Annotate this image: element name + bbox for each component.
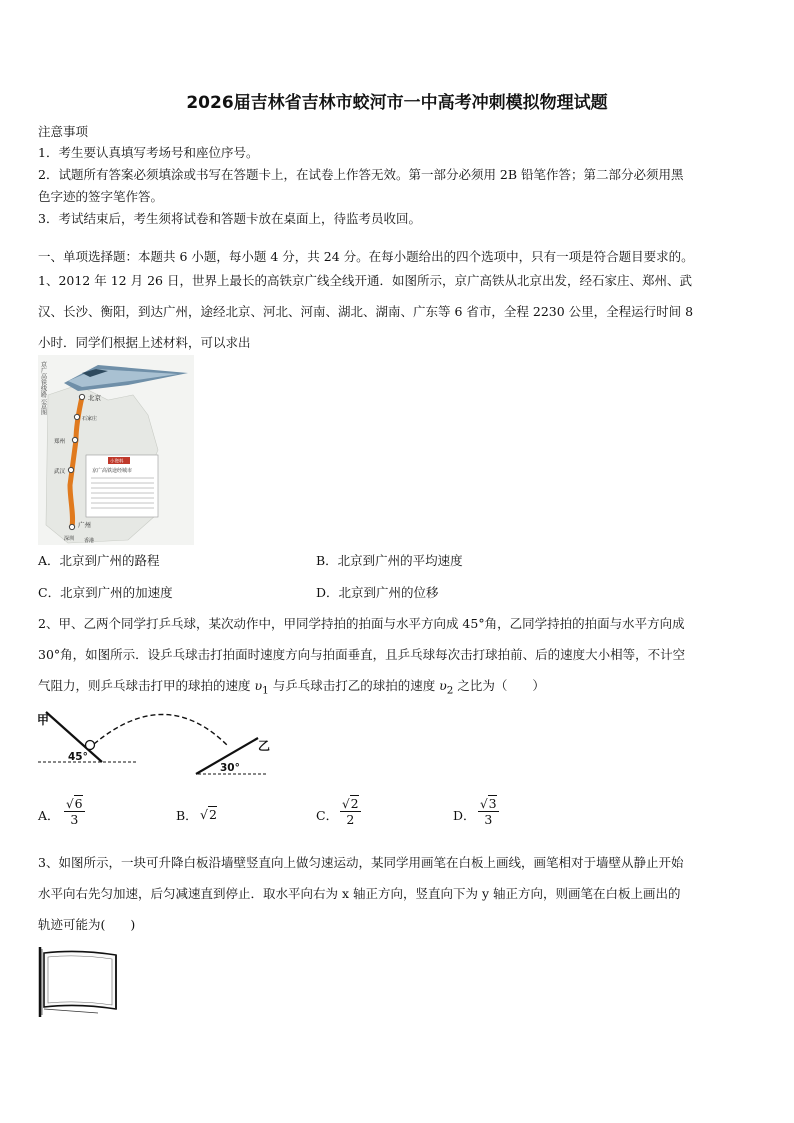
map-side-title: 京广高铁线路示意图 — [39, 361, 47, 415]
city-label: 郑州 — [54, 439, 66, 445]
notice-item: 3．考试结束后，考生须将试卷和答题卡放在桌面上，待监考员收回。 — [38, 211, 421, 226]
radicand: 3 — [488, 796, 497, 811]
question-text — [38, 676, 545, 697]
question-text: 2、甲、乙两个同学打乒乓球，某次动作中，甲同学持拍的拍面与水平方向成 45°角，乙同学持拍的拍面与水平方向成 — [38, 616, 685, 631]
subscript: 2 — [446, 684, 454, 697]
denominator: 3 — [70, 812, 79, 827]
city-label: 香港 — [84, 538, 95, 544]
question-text: 1、2012 年 12 月 26 日，世界上最长的高铁京广线全线开通．如图所示，京广高铁从北京出发，经石家庄、郑州、武 — [38, 273, 692, 288]
velocity-symbol: υ — [254, 678, 263, 693]
page-title: 2026届吉林省吉林市蛟河市一中高考冲刺模拟物理试题 — [186, 93, 608, 113]
paddle-trajectory-figure — [36, 704, 276, 780]
q1-option-d: D．北京到广州的位移 — [316, 585, 439, 600]
text-segment: 气阻力，则乒乓球击打甲的球拍的速度 — [38, 678, 255, 693]
label-jia: 甲 — [37, 713, 50, 727]
q1-option-b: B．北京到广州的平均速度 — [316, 553, 463, 568]
question-text: 水平向右先匀加速，后匀减速直到停止．取水平向右为 x 轴正方向，竖直向下为 y 轴正方向，则画笔在白板上画出的 — [38, 886, 681, 901]
city-label: 石家庄 — [82, 416, 98, 422]
question-text: 30°角，如图所示．设乒乓球击打拍面时速度方向与拍面垂直，且乒乓球每次击打球拍前、后的速度大小相等，不计空 — [38, 647, 686, 662]
text-segment: 之比为（ ） — [453, 678, 545, 693]
whiteboard-figure — [38, 945, 118, 1019]
city-label: 深圳 — [64, 536, 75, 542]
q2-option-d-fraction: $\frac{√3}{3}$ — [480, 796, 497, 827]
q2-option-c-fraction: $\frac{√2}{2}$ — [342, 796, 359, 827]
notice-item: 色字迹的签字笔作答。 — [38, 189, 164, 204]
legend-title: 京广高铁途经城市 — [92, 468, 133, 474]
q2-option-b-label: B． — [176, 808, 198, 823]
question-text: 3、如图所示，一块可升降白板沿墙壁竖直向上做匀速运动，某同学用画笔在白板上画线，画笔相对于墙壁从静止开始 — [38, 855, 684, 870]
city-label: 北京 — [88, 394, 101, 402]
subscript: 1 — [262, 684, 269, 697]
legend-tag: 小资料 — [110, 459, 124, 465]
question-text: 汉、长沙、衡阳，到达广州，途经北京、河北、河南、湖北、湖南、广东等 6 省市，全程 2230 公里，全程运行时间 8 — [38, 304, 694, 319]
q2-option-b-value: √2 — [200, 807, 217, 822]
q2-option-c-label: C． — [316, 808, 339, 823]
section-heading: 一、单项选择题：本题共 6 小题，每小题 4 分，共 24 分。在每小题给出的四个选项中，只有一项是符合题目要求的。 — [38, 249, 694, 264]
q1-option-a: A．北京到广州的路程 — [38, 553, 160, 568]
radicand: 6 — [74, 796, 83, 811]
q2-option-a-label: A． — [38, 808, 60, 823]
notice-heading: 注意事项 — [38, 124, 89, 139]
question-text: 轨迹可能为( ) — [38, 917, 136, 932]
railway-map-figure — [38, 355, 194, 545]
radicand: 2 — [208, 807, 217, 822]
label-yi: 乙 — [258, 739, 271, 753]
text-segment: 与乒乓球击打乙的球拍的速度 — [268, 678, 440, 693]
question-text: 小时．同学们根据上述材料，可以求出 — [38, 335, 251, 350]
city-label: 广州 — [78, 521, 91, 529]
denominator: 2 — [346, 812, 355, 827]
q1-option-c: C．北京到广州的加速度 — [38, 585, 173, 600]
velocity-symbol: υ — [439, 678, 447, 693]
q2-option-d-label: D． — [453, 808, 476, 823]
angle-30-label: 30° — [220, 762, 240, 774]
radicand: 2 — [350, 796, 359, 811]
city-label: 武汉 — [54, 469, 66, 475]
notice-item: 1．考生要认真填写考场号和座位序号。 — [38, 145, 259, 160]
q2-option-a-fraction: $\frac{√6}{3}$ — [66, 796, 83, 827]
angle-45-label: 45° — [68, 751, 88, 763]
notice-item: 2．试题所有答案必须填涂或书写在答题卡上，在试卷上作答无效。第一部分必须用 2B 铅笔作答；第二部分必须用黑 — [38, 167, 684, 182]
denominator: 3 — [484, 812, 493, 827]
